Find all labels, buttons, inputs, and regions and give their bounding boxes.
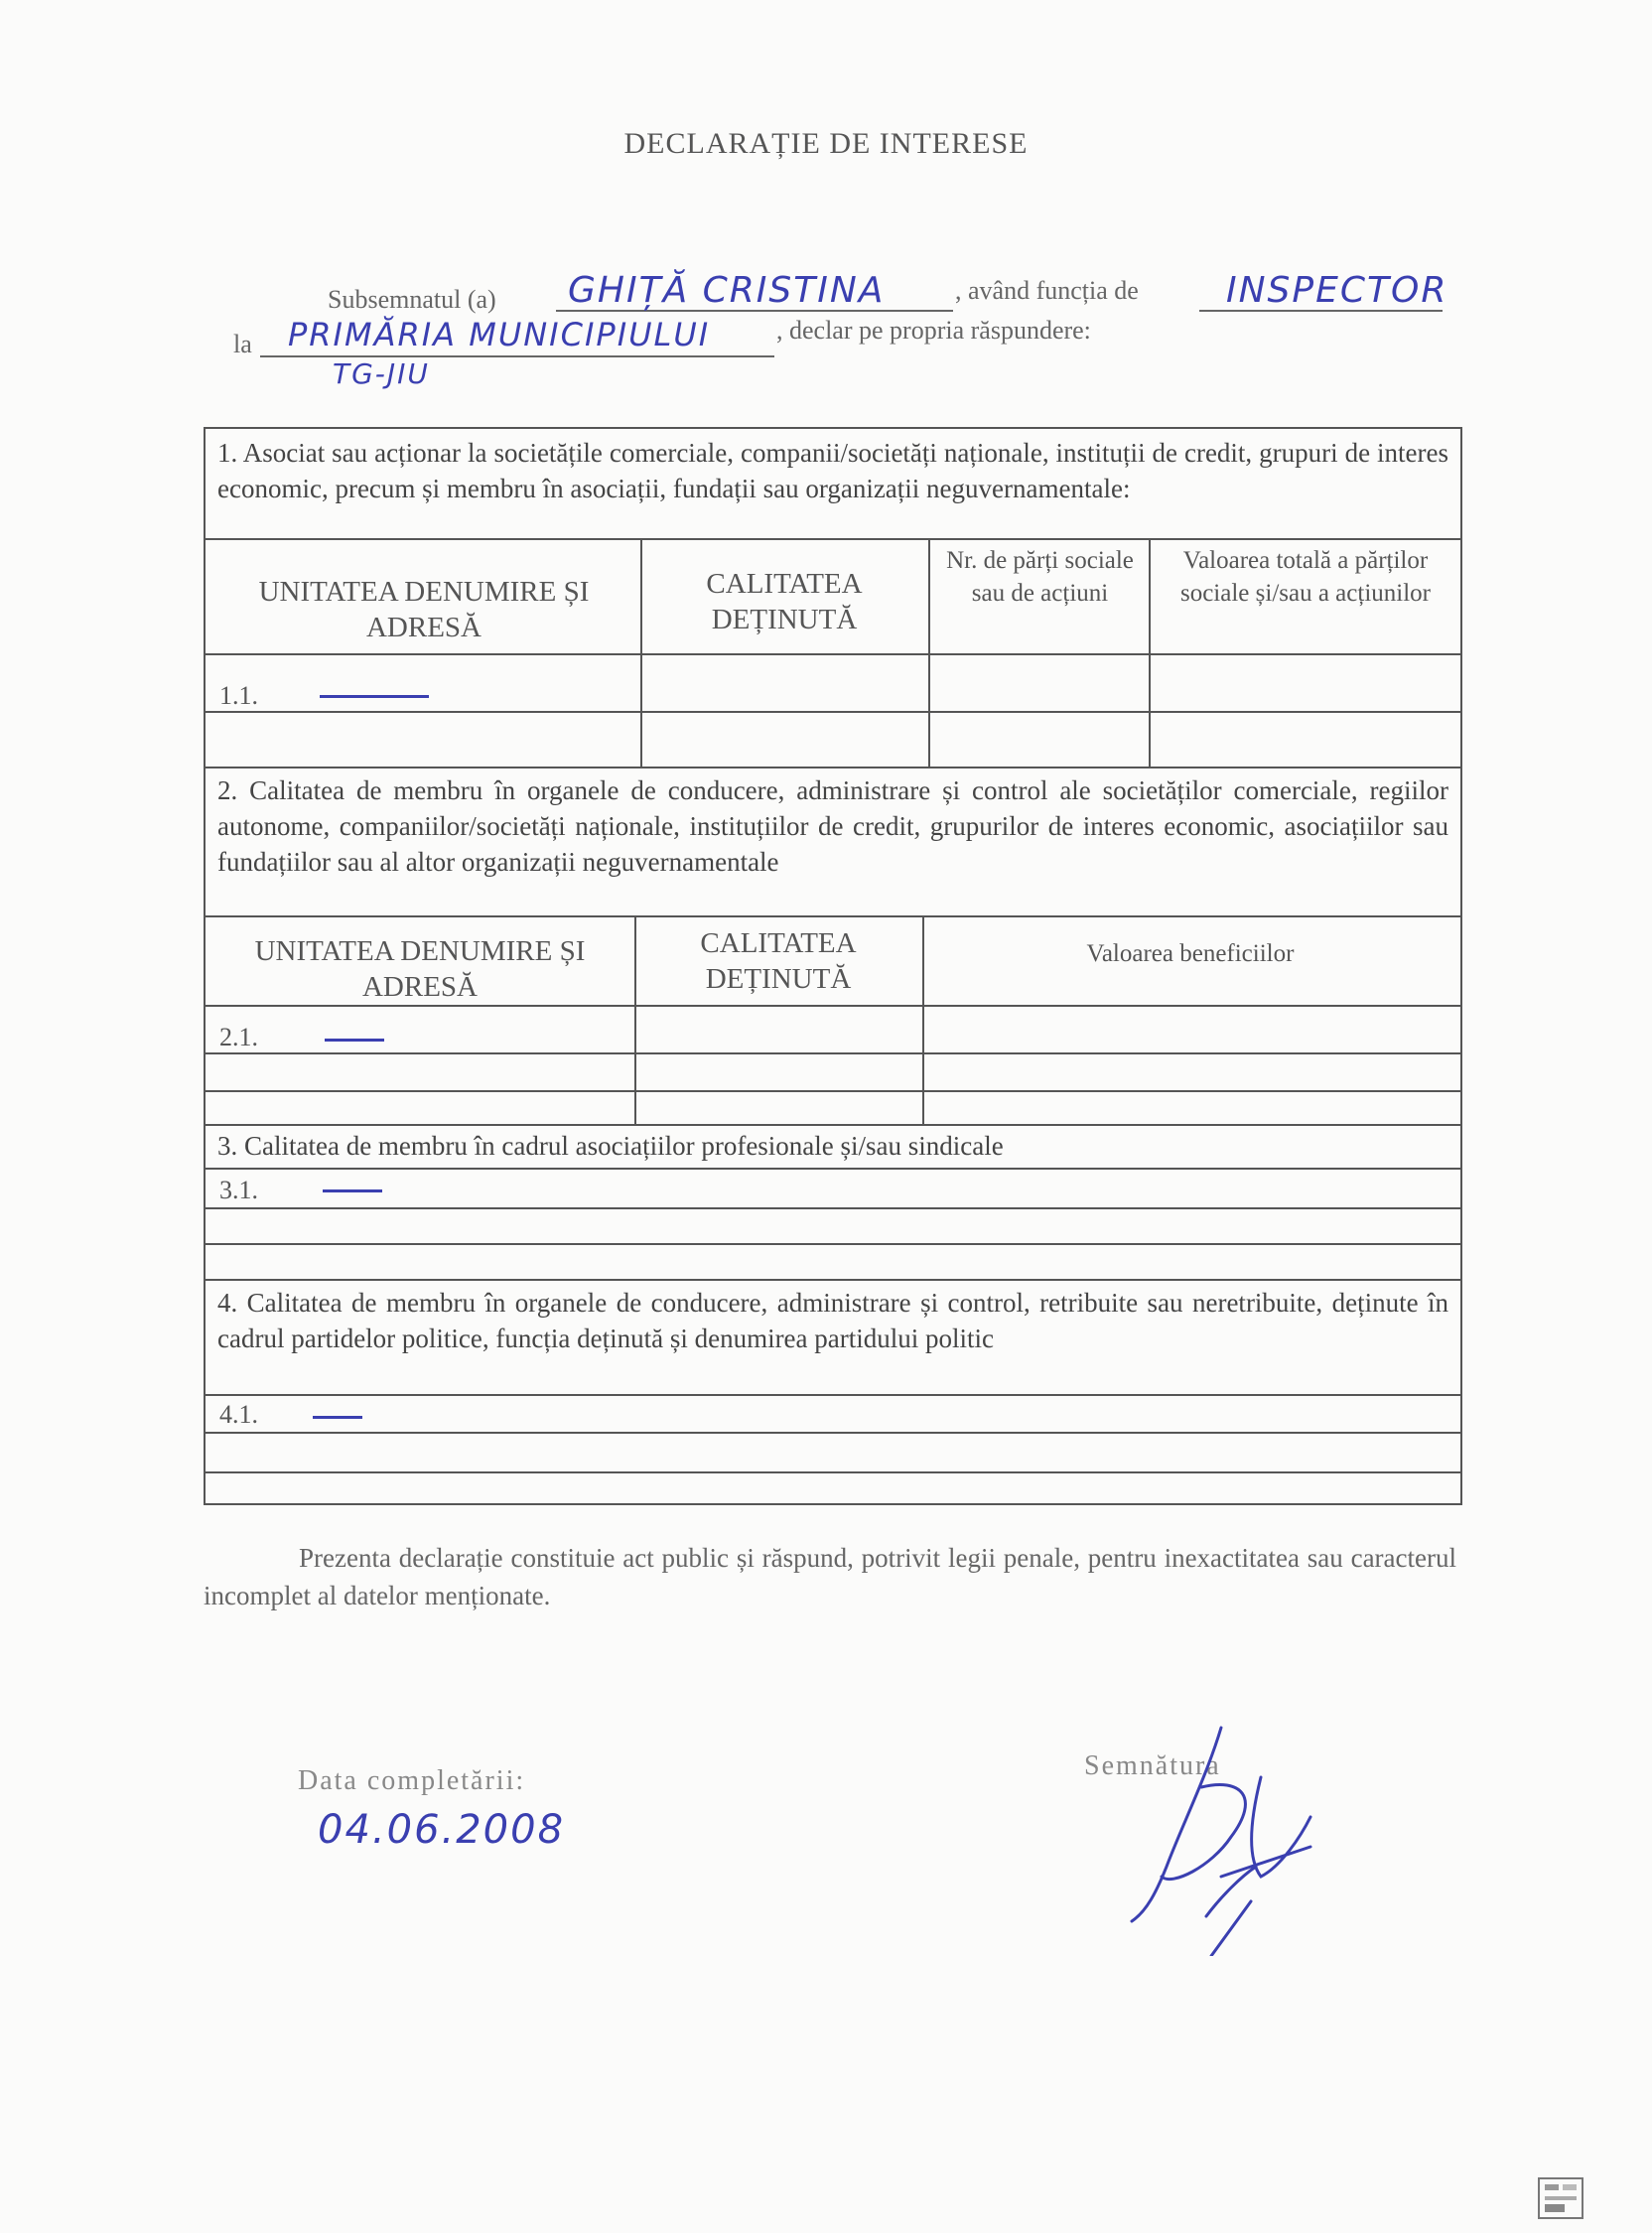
- document-title: DECLARAȚIE DE INTERESE: [623, 127, 1029, 160]
- section-2-text: 2. Calitatea de membru în organele de conducere, administrare și control ale societăților comerciale, regiilor autonome, companiilor/societăți naționale, instituțiilor de credit, grupurilor de interes economic, asociațiilor sau fundațiilor sau al altor organizații neguvernamentale: [217, 775, 1448, 877]
- date-value: 04.06.2008: [318, 1807, 566, 1853]
- signature-icon: [1112, 1718, 1340, 1956]
- date-label: Data completării:: [298, 1765, 526, 1796]
- s2-col-quality-header: CALITATEA DEȚINUTĂ: [700, 927, 857, 995]
- s2-row-label: 2.1.: [219, 1023, 258, 1051]
- name-value: GHIȚĂ CRISTINA: [568, 270, 886, 311]
- at-label: la: [233, 330, 252, 358]
- s2-row-dash: [325, 1039, 384, 1042]
- s1-col-shares-header: Nr. de părți sociale sau de acțiuni: [946, 547, 1134, 607]
- s3-row-dash: [323, 1189, 382, 1192]
- s2-col-value-header: Valoarea beneficiilor: [1086, 940, 1295, 967]
- function-value: INSPECTOR: [1226, 270, 1448, 311]
- function-label: , având funcția de: [955, 276, 1139, 305]
- section-4-text: 4. Calitatea de membru în organele de conducere, administrare și control, retribuite sau neretribuite, deținute în cadrul partidelor politice, funcția deținută și denumirea partidului politic: [217, 1288, 1448, 1353]
- declaration-table: [204, 427, 1462, 1505]
- s1-col-quality-header: CALITATEA DEȚINUTĂ: [706, 568, 863, 635]
- section-1-text: 1. Asociat sau acționar la societățile comerciale, companii/societăți naționale, instituții de credit, grupuri de interes economic, precum și membru în asociații, fundații sau organizații neguvernamentale:: [217, 438, 1448, 503]
- s4-row-label: 4.1.: [219, 1400, 258, 1429]
- footer-note: Prezenta declarație constituie act public și răspund, potrivit legii penale, pentru inexactitatea sau caracterul incomplet al datelor menționate.: [204, 1543, 1456, 1610]
- institution-value-2: TG-JIU: [333, 357, 430, 390]
- scan-stamp-icon: [1537, 2174, 1584, 2222]
- s3-row-label: 3.1.: [219, 1176, 258, 1204]
- subsemnatul-label: Subsemnatul (a): [328, 285, 496, 314]
- s1-col-unit-header: UNITATEA DENUMIRE ȘI ADRESĂ: [258, 576, 590, 643]
- s1-row-label: 1.1.: [219, 681, 258, 710]
- section-3-text: 3. Calitatea de membru în cadrul asociațiilor profesionale și/sau sindicale: [217, 1131, 1004, 1161]
- institution-value: PRIMĂRIA MUNICIPIULUI: [288, 316, 711, 353]
- s1-row-dash: [320, 695, 429, 698]
- signature-label: Semnătura: [1084, 1750, 1221, 1781]
- declare-label: , declar pe propria răspundere:: [776, 316, 1091, 345]
- s2-col-unit-header: UNITATEA DENUMIRE ȘI ADRESĂ: [254, 935, 586, 1003]
- s1-col-value-header: Valoarea totală a părților sociale și/sau a acțiunilor: [1179, 547, 1431, 607]
- s4-row-dash: [313, 1416, 362, 1419]
